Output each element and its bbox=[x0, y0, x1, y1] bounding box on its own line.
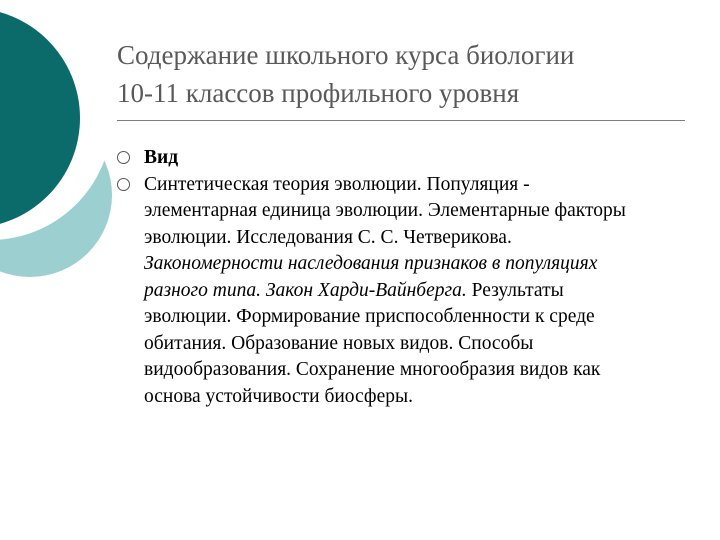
slide-title-line-1: Содержание школьного курса биологии bbox=[117, 40, 575, 70]
bullet-text-evolution bbox=[144, 172, 644, 411]
slide-title bbox=[117, 36, 697, 112]
list-item bbox=[117, 145, 677, 172]
hollow-circle-bullet-icon bbox=[117, 151, 130, 164]
bullet-list bbox=[117, 145, 677, 410]
bullet-text-species: Вид bbox=[144, 147, 179, 168]
list-item bbox=[117, 172, 677, 411]
text-run-plain: Синтетическая теория эволюции. Популяция - элементарная единица эволюции. Элементарные факторы эволюции. Исследования С. С. Четверикова. bbox=[144, 173, 626, 248]
slide-title-line-2: 10-11 классов профильного уровня bbox=[117, 78, 520, 108]
hollow-circle-bullet-icon bbox=[117, 178, 130, 191]
text-run-italic: Закономерности наследования признаков в популяциях разного типа. Закон Харди-Вайнберга. bbox=[144, 253, 598, 301]
title-divider bbox=[117, 120, 685, 121]
text-run-plain: Результаты эволюции. Формирование приспособленности к среде обитания. Образование новых видов. Способы видообразования. Сохранение многообразия видов как основа устойчивости биосферы. bbox=[144, 279, 601, 407]
